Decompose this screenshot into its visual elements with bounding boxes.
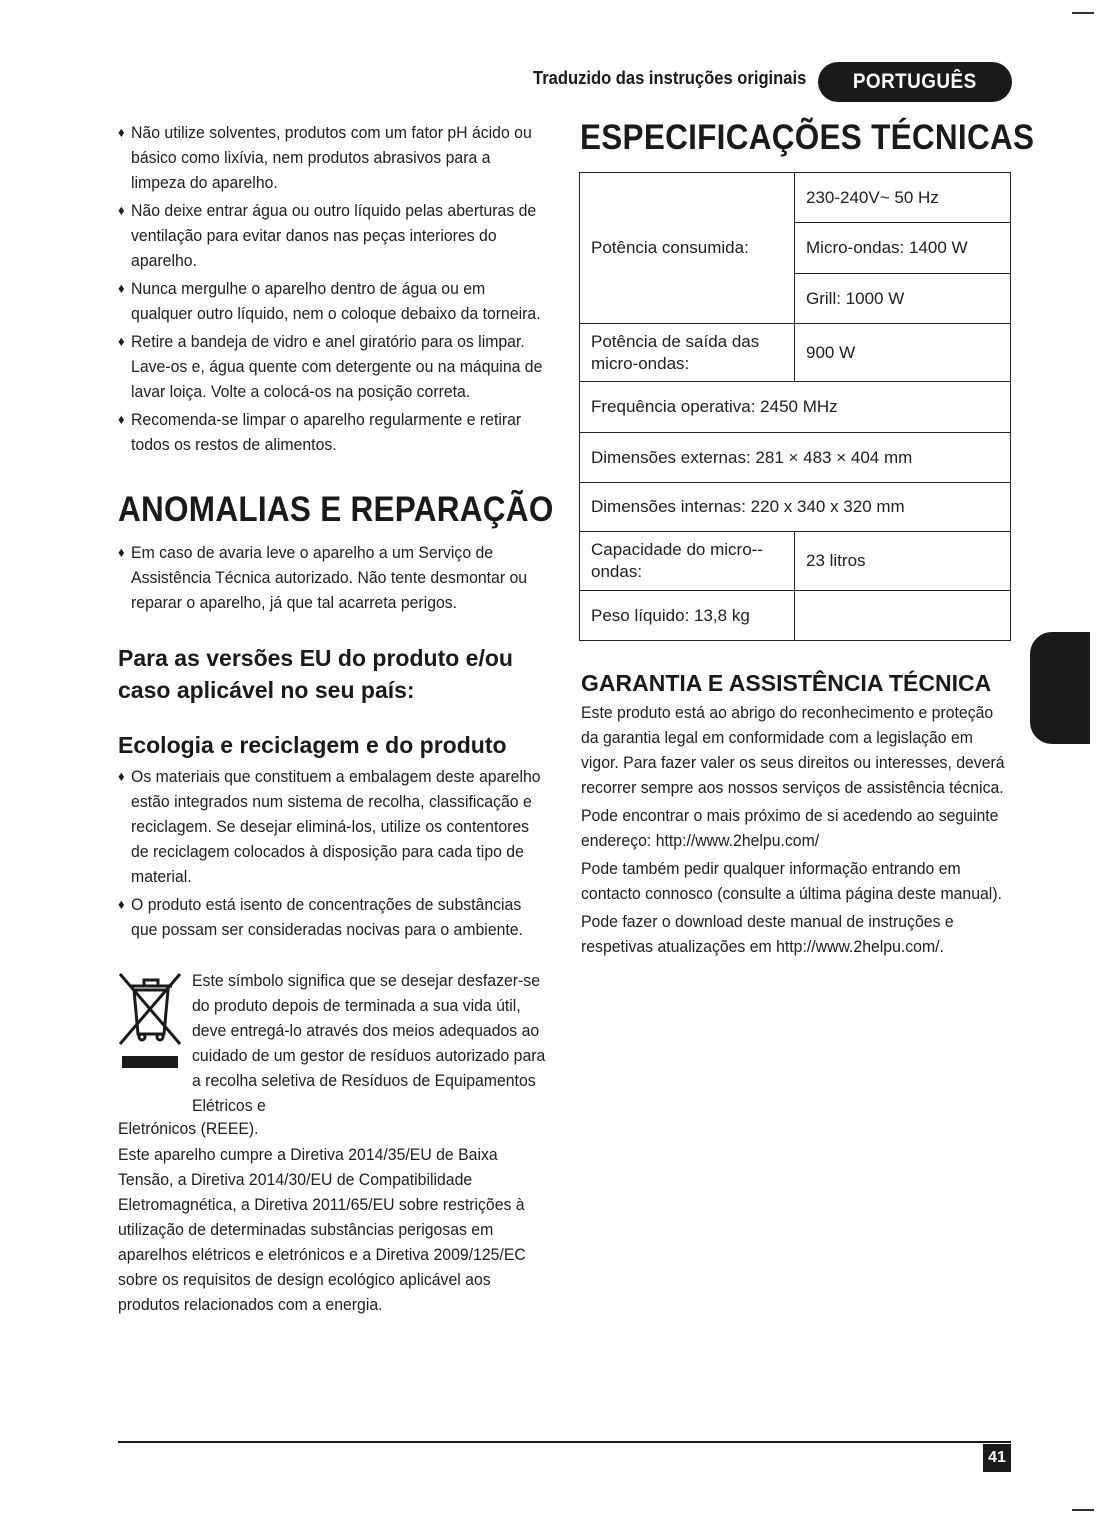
power-value-microwave: Micro-ondas: 1400 W <box>795 223 1011 274</box>
side-language-tab <box>1030 632 1090 744</box>
anomalias-title: ANOMALIAS E REPARAÇÃO <box>118 490 554 529</box>
crop-mark-bottom <box>1072 1509 1094 1511</box>
internal-dims-cell: Dimensões internas: 220 x 340 x 320 mm <box>580 483 1011 532</box>
weee-bin-icon <box>118 972 184 1072</box>
table-row <box>580 433 1011 483</box>
list-item: ♦ Os materiais que constituem a embalagem deste aparelho estão integrados num sistema de recolha, classificação e reciclagem. Se desejar eliminá-los, utilize os contentores de reciclagem colocados à disposição para cada tipo de material. <box>118 764 549 889</box>
power-value-voltage: 230-240V~ 50 Hz <box>795 173 1011 223</box>
external-dims-cell: Dimensões externas: 281 × 483 × 404 mm <box>580 433 1011 483</box>
list-item: ♦ O produto está isento de concentrações de substâncias que possam ser consideradas nocivas para o ambiente. <box>118 892 549 942</box>
garantia-section <box>581 700 1013 959</box>
garantia-title: GARANTIA E ASSISTÊNCIA TÉCNICA <box>581 670 992 696</box>
page-number: 41 <box>983 1444 1011 1472</box>
output-label: Potência de saída das micro-ondas: <box>580 324 795 382</box>
footer-rule <box>118 1441 1011 1443</box>
eu-section-title: Para as versões EU do produto e/ou caso aplicável no seu país: <box>118 645 513 703</box>
list-item: ♦ Não utilize solventes, produtos com um fator pH ácido ou básico como lixívia, nem produtos abrasivos para a limpeza do aparelho. <box>118 120 546 195</box>
list-item: ♦ Não deixe entrar água ou outro líquido pelas aberturas de ventilação para evitar danos nas peças interiores do aparelho. <box>118 198 546 273</box>
empty-cell <box>795 591 1011 641</box>
weee-text-end: Eletrónicos (REEE). <box>118 1119 259 1138</box>
list-item: ♦ Nunca mergulhe o aparelho dentro de água ou em qualquer outro líquido, nem o coloque debaixo da torneira. <box>118 276 546 326</box>
garantia-paragraph: Pode encontrar o mais próximo de si acedendo ao seguinte endereço: http://www.2helpu.com/ <box>581 806 999 850</box>
language-badge <box>818 62 1012 102</box>
table-row <box>580 483 1011 532</box>
header-subtitle: Traduzido das instruções originais <box>533 68 807 88</box>
capacity-value: 23 litros <box>795 532 1011 591</box>
frequency-cell: Frequência operativa: 2450 MHz <box>580 382 1011 433</box>
anomalias-section <box>118 540 548 618</box>
table-row <box>580 173 1011 223</box>
directive-text: Este aparelho cumpre a Diretiva 2014/35/EU de Baixa Tensão, a Diretiva 2014/30/EU de Compatibilidade Eletromagnética, a Diretiva 2011/65/EU sobre restrições à utilização de determinadas substâncias perigosas em aparelhos elétricos e eletrónicos e a Diretiva 2009/125/EC sobre os requisitos de design ecológico aplicável aos produtos relacionados com a energia. <box>118 1145 526 1314</box>
specs-title: ESPECIFICAÇÕES TÉCNICAS <box>580 118 1035 157</box>
power-label: Potência consumida: <box>580 173 795 324</box>
table-row <box>580 532 1011 591</box>
specs-table <box>579 172 1011 641</box>
table-row <box>580 324 1011 382</box>
weight-cell: Peso líquido: 13,8 kg <box>580 591 795 641</box>
cleaning-bullets <box>118 120 546 457</box>
language-label: PORTUGUÊS <box>853 70 977 93</box>
list-item: ♦ Em caso de avaria leve o aparelho a um Serviço de Assistência Técnica autorizado. Não tente desmontar ou reparar o aparelho, já que tal acarreta perigos. <box>118 540 548 615</box>
table-row <box>580 591 1011 641</box>
table-row <box>580 382 1011 433</box>
garantia-paragraph: Este produto está ao abrigo do reconhecimento e proteção da garantia legal em conformidade com a legislação em vigor. Para fazer valer os seus direitos ou interesses, deverá recorrer sempre aos nossos serviços de assistência técnica. <box>581 703 1005 797</box>
ecologia-section <box>118 764 549 945</box>
list-item: ♦ Retire a bandeja de vidro e anel giratório para os limpar. Lave-os e, água quente com detergente ou na máquina de lavar loiça. Volte a colocá-os na posição correta. <box>118 329 546 404</box>
ecologia-title: Ecologia e reciclagem e do produto <box>118 732 507 758</box>
power-value-grill: Grill: 1000 W <box>795 274 1011 324</box>
cleaning-section <box>118 120 546 460</box>
garantia-paragraph: Pode fazer o download deste manual de instruções e respetivas atualizações em http://www.2helpu.com/. <box>581 912 954 956</box>
weee-text: Este símbolo significa que se desejar desfazer-se do produto depois de terminada a sua vida útil, deve entregá-lo através dos meios adequados ao cuidado de um gestor de resíduos autorizado para a recolha seletiva de Resíduos de Equipamentos Elétricos e <box>192 971 546 1115</box>
garantia-paragraph: Pode também pedir qualquer informação entrando em contacto connosco (consulte a última página deste manual). <box>581 859 1002 903</box>
list-item: ♦ Recomenda-se limpar o aparelho regularmente e retirar todos os restos de alimentos. <box>118 407 546 457</box>
output-value: 900 W <box>795 324 1011 382</box>
crop-mark-top <box>1072 12 1094 14</box>
capacity-label: Capacidade do micro--ondas: <box>580 532 795 591</box>
